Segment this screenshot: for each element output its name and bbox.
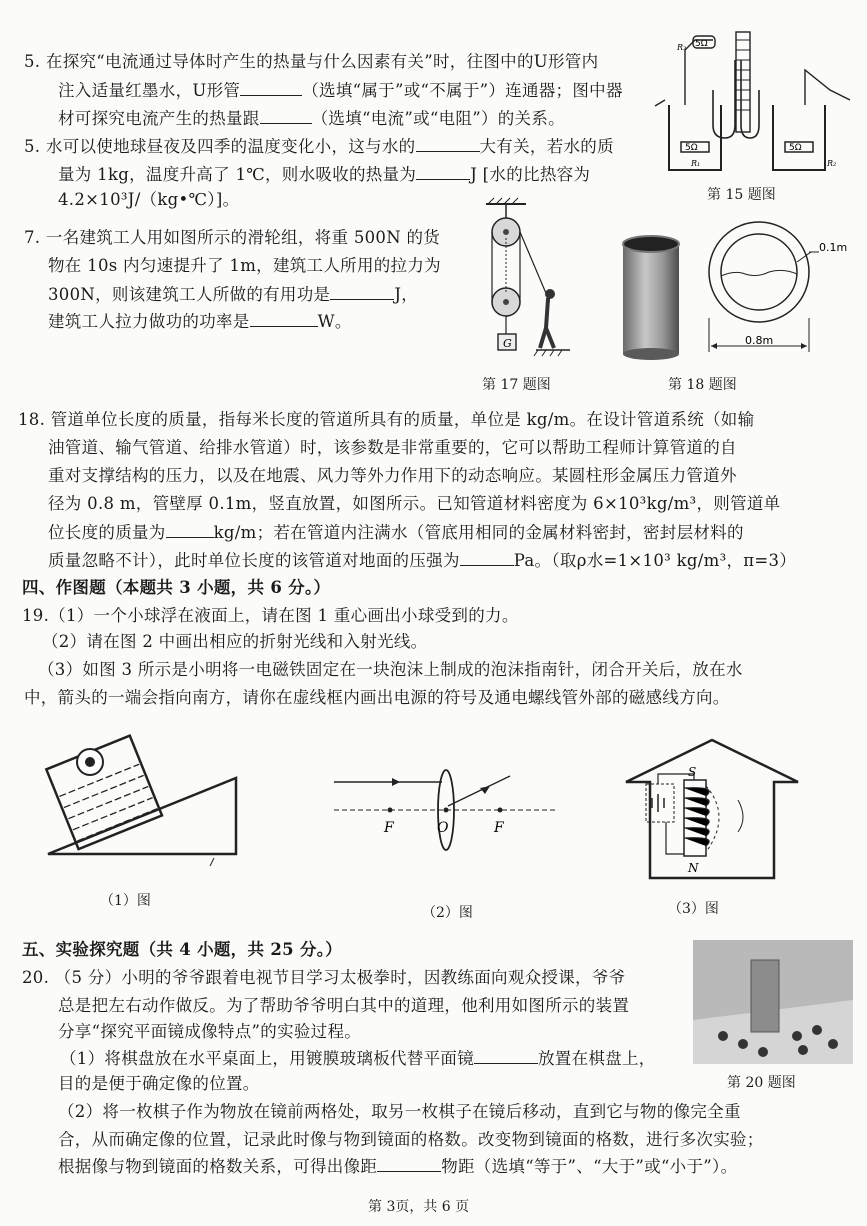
q16-line2-text-b: J [水的比热容为 [470, 165, 591, 184]
q16-line3: 4.2×10³J/（kg•℃）]。 [58, 190, 240, 209]
q15-blank-1[interactable] [240, 80, 302, 96]
fig18-wall-thickness: 0.1m [819, 241, 848, 254]
fig19-2-focus-right: F [494, 820, 504, 836]
q18-line6 [48, 550, 796, 571]
q15-line2-text-a: 注入适量红墨水，U形管 [58, 81, 241, 100]
fig19-3-north-label: N [688, 861, 699, 875]
q18-line1: 18. 管道单位长度的质量，指每米长度的管道所具有的质量，单位是 kg/m。在设计管道系统（如输 [18, 410, 755, 429]
fig19-1-caption: （1）图 [100, 893, 151, 909]
q18-blank-2[interactable] [460, 550, 514, 566]
fig18-pipe-photo [620, 234, 682, 362]
fig15-circuit [655, 30, 855, 180]
q20-line7: 合，从而确定像的位置，记录此时像与物到镜面的格数。改变物到镜面的格数，进行多次实验； [58, 1130, 764, 1149]
q20-line4-text-a: （1）将棋盘放在水平桌面上，用镀膜玻璃板代替平面镜 [60, 1049, 474, 1068]
q20-line8 [58, 1156, 737, 1177]
q20-blank-1[interactable] [474, 1048, 538, 1064]
q17-line1: 7. 一名建筑工人用如图所示的滑轮组，将重 500N 的货 [24, 228, 441, 247]
fig15-r2-label: R₂ [827, 159, 837, 168]
fig19-3-electromagnet [622, 736, 812, 886]
q15-line3-text-b: （选填“电流”或“电阻”）的关系。 [311, 109, 565, 128]
fig19-2-optical-center: O [437, 820, 449, 836]
q17-blank-2[interactable] [250, 311, 318, 327]
q19-part2: （2）请在图 2 中画出相应的折射光线和入射光线。 [42, 632, 428, 651]
section4-title: 四、作图题（本题共 3 小题，共 6 分。） [22, 578, 331, 597]
q18-line4: 径为 0.8 m，管壁厚 0.1m，竖直放置，如图所示。已知管道材料密度为 6×10³kg/m³，则管道单 [48, 494, 781, 513]
q20-line1: 20. （5 分）小明的爷爷跟着电视节目学习太极拳时，因教练面向观众授课，爷爷 [22, 968, 626, 987]
q17-line3 [48, 284, 418, 305]
fig20-caption: 第 20 题图 [727, 1075, 796, 1091]
q17-line4-text-a: 建筑工人拉力做功的功率是 [48, 312, 250, 331]
fig15-r1-label: R₁ [691, 159, 701, 168]
q18-line5-text-a: 位长度的质量为 [48, 523, 166, 542]
q17-line3-text-b: J， [394, 285, 419, 304]
q20-line2: 总是把左右动作做反。为了帮助爷爷明白其中的道理，他利用如图所示的装置 [58, 996, 630, 1015]
q18-line5 [48, 522, 744, 543]
fig20-photo [693, 940, 853, 1064]
q17-line2: 物在 10s 内匀速提升了 1m，建筑工人所用的拉力为 [48, 256, 441, 275]
q16-line1 [24, 136, 614, 157]
q17-blank-1[interactable] [330, 284, 394, 300]
q18-line2: 油管道、输气管道、给排水管道）时，该参数是非常重要的，它可以帮助工程师计算管道的自 [48, 438, 737, 457]
q19-part3-line2: 中，箭头的一端会指向南方，请你在虚线框内画出电源的符号及通电螺线管外部的磁感线方向。 [24, 688, 730, 707]
fig15-caption: 第 15 题图 [707, 187, 776, 203]
q17-line4-text-b: W。 [317, 312, 352, 331]
q15-line1: 5. 在探究“电流通过导体时产生的热量与什么因素有关”时，往图中的U形管内 [24, 52, 599, 71]
q16-line2 [58, 164, 590, 185]
q15-line3-text-a: 材可探究电流产生的热量跟 [58, 109, 260, 128]
q18-line3: 重对支撑结构的压力，以及在地震、风力等外力作用下的动态响应。某圆柱形金属压力管道外 [48, 466, 737, 485]
q15-line3 [58, 108, 565, 129]
fig18-outer-diameter: 0.8m [745, 334, 774, 347]
q16-line1-text-b: 大有关，若水的质 [479, 137, 614, 156]
q17-line4 [48, 311, 352, 332]
q20-line6: （2）将一枚棋子作为物放在镜前两格处，取另一枚棋子在镜后移动，直到它与物的像完全重 [58, 1102, 741, 1121]
fig19-2-lens [330, 762, 560, 852]
fig19-3-caption: （3）图 [668, 901, 719, 917]
q18-line6-text-a: 质量忽略不计），此时单位长度的该管道对地面的压强为 [48, 551, 460, 570]
fig15-r2-value: 5Ω [789, 143, 802, 153]
q15-blank-2[interactable] [260, 108, 312, 124]
fig18-ring-diagram [705, 218, 865, 358]
q19-part3-line1: （3）如图 3 所示是小明将一电磁铁固定在一块泡沫上制成的泡沫指南针，闭合开关后，放在水 [38, 660, 743, 679]
q16-blank-1[interactable] [416, 136, 480, 152]
fig15-r3-value: 5Ω [695, 39, 708, 49]
fig18-caption: 第 18 题图 [668, 377, 737, 393]
q16-blank-2[interactable] [416, 164, 470, 180]
q18-line5-text-b: kg/m；若在管道内注满水（管底用相同的金属材料密封，密封层材料的 [213, 523, 744, 542]
fig17-caption: 第 17 题图 [482, 377, 551, 393]
fig17-pulley [476, 198, 576, 363]
q20-line4-text-b: 放置在棋盘上， [538, 1049, 656, 1068]
section5-title: 五、实验探究题（共 4 小题，共 25 分。） [22, 940, 343, 959]
q17-line3-text-a: 300N，则该建筑工人所做的有用功是 [48, 285, 331, 304]
q15-line2 [58, 80, 623, 101]
q20-line8-text-a: 根据像与物到镜面的格数关系，可得出像距 [58, 1157, 378, 1176]
fig19-2-focus-left: F [384, 820, 394, 836]
fig17-weight-label: G [503, 337, 512, 350]
fig15-r1-value: 5Ω [685, 143, 698, 153]
q18-line6-text-b: Pa。（取ρ水=1×10³ kg/m³，π=3） [513, 551, 797, 570]
q16-line2-text-a: 量为 1kg，温度升高了 1℃，则水吸收的热量为 [58, 165, 417, 184]
fig19-3-south-label: S [688, 765, 697, 779]
q20-line4 [60, 1048, 656, 1069]
fig15-r3-label: R₃ [677, 43, 687, 52]
q18-blank-1[interactable] [166, 522, 214, 538]
fig19-1-incline [44, 740, 244, 865]
q16-line1-text-a: 5. 水可以使地球昼夜及四季的温度变化小，这与水的 [24, 137, 416, 156]
q15-line2-text-b: （选填“属于”或“不属于”）连通器；图中器 [302, 81, 623, 100]
page-footer: 第 3页，共 6 页 [368, 1199, 470, 1215]
q19-part1: 19.（1）一个小球浮在液面上，请在图 1 重心画出小球受到的力。 [22, 606, 519, 625]
fig19-2-caption: （2）图 [422, 905, 473, 921]
q20-blank-2[interactable] [377, 1156, 441, 1172]
q20-line5: 目的是便于确定像的位置。 [58, 1074, 260, 1093]
q20-line3: 分享“探究平面镜成像特点”的实验过程。 [58, 1022, 362, 1041]
q20-line8-text-b: 物距（选填“等于”、“大于”或“小于”）。 [441, 1157, 738, 1176]
